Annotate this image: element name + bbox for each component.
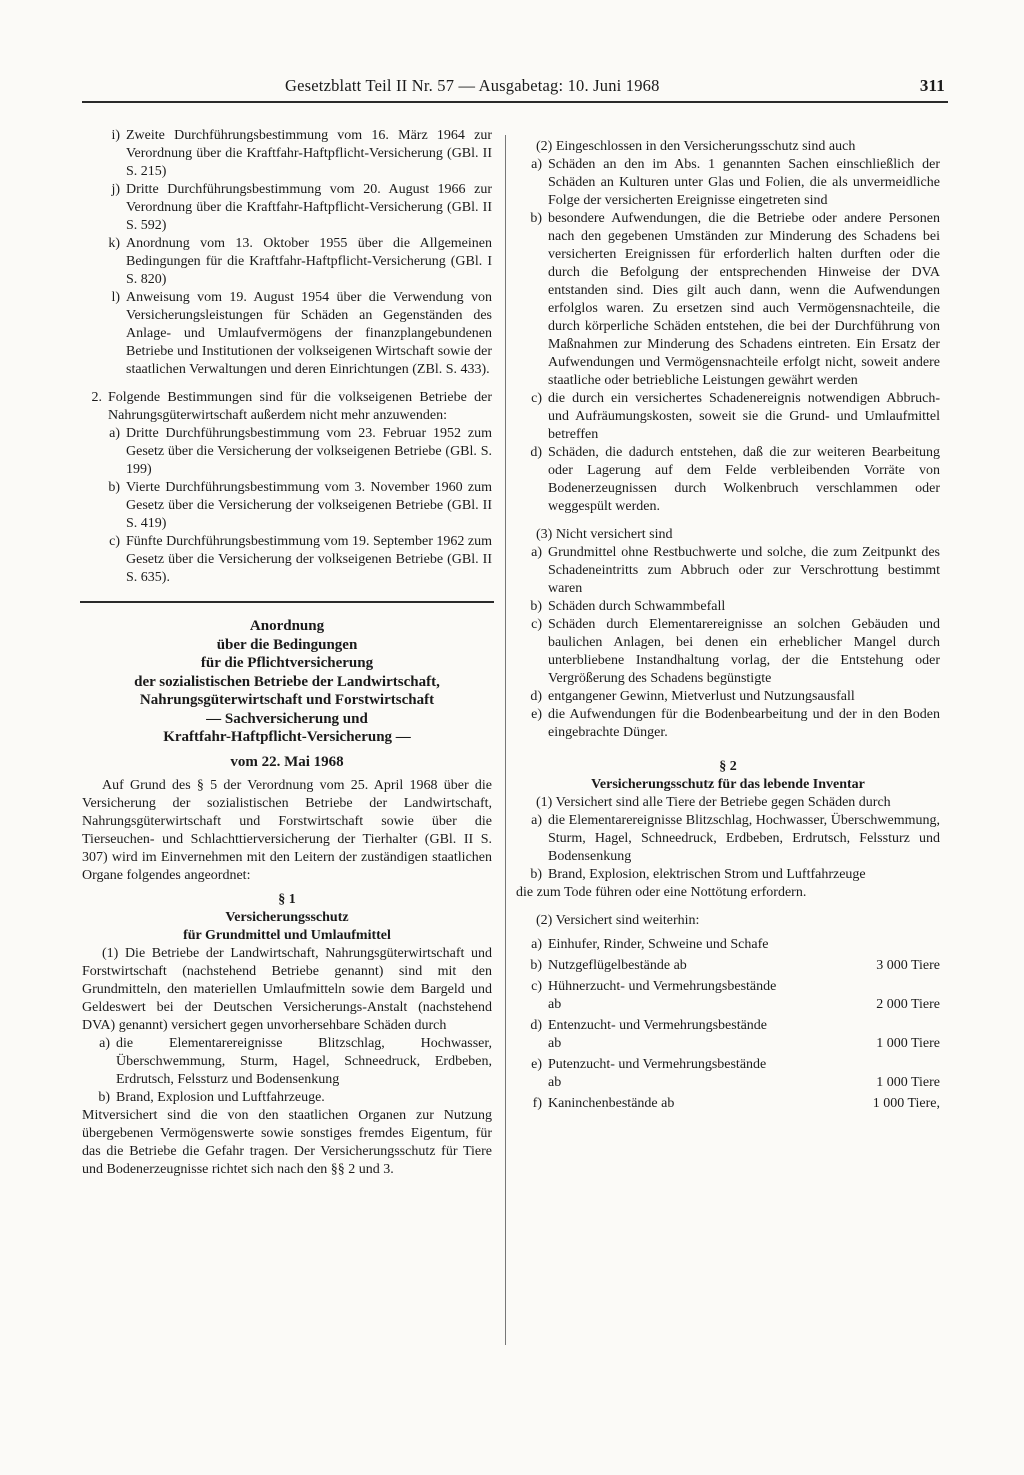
item-label: d) <box>530 445 542 460</box>
list-item <box>102 235 492 289</box>
title-line: — Sachversicherung und <box>206 710 368 727</box>
title-line: über die Bedingungen <box>216 636 358 653</box>
item-label: d) <box>530 1018 542 1033</box>
item-label: b) <box>530 599 542 614</box>
preamble: Auf Grund des § 5 der Verordnung vom 25. April 1968 über die Versicherung der sozialistischen Betriebe der Landwirtschaft, Nahrungsgüterwirtschaft und Forstwirtschaft sowie über die Tierseuchen- und Schlachttierversicherung der Tierhalter (GBl. II S. 307) wird im Einvernehmen mit den Leitern der zuständigen staatlichen Organe folgendes angeordnet: <box>82 778 492 883</box>
left-column <box>82 127 492 1179</box>
section-1-paragraph-2: Mitversichert sind die von den staatlichen Organen zur Nutzung übergebenen Vermögenswerte sowie sonstiges fremdes Eigentum, für das die Betriebe die Gefahr tragen. Der Versicherungsschutz für Tiere und Bodenerzeugnisse richtet sich nach den §§ 2 und 3. <box>82 1108 492 1177</box>
item-text: Brand, Explosion, elektrischen Strom und Luftfahrzeuge <box>548 867 866 882</box>
item-amount: 1 000 Tiere, <box>872 1096 940 1111</box>
item-text: die Elementarereignisse Blitzschlag, Hochwasser, Überschwemmung, Sturm, Hagel, Schneedruck, Erdbeben, Erdrutsch, Felssturz und Bodensenkung <box>548 813 940 864</box>
item-label: l) <box>111 290 120 305</box>
list-item <box>102 425 492 479</box>
item-text: Brand, Explosion und Luftfahrzeuge. <box>116 1090 325 1105</box>
list-item <box>82 1035 492 1089</box>
list-item <box>516 688 940 706</box>
item-amount: 1 000 Tiere <box>876 1075 940 1090</box>
item-label: a) <box>531 157 542 172</box>
section-1-number: § 1 <box>278 892 296 907</box>
item-text: die Aufwendungen für die Bodenbearbeitung und der in den Boden eingebrachte Dünger. <box>548 707 940 740</box>
list-item <box>82 1089 492 1107</box>
item-label: a) <box>531 813 542 828</box>
list-item <box>516 812 940 866</box>
item-label: a) <box>531 937 542 952</box>
paragraph-3-list <box>516 544 940 742</box>
item-text: Putenzucht- und Vermehrungsbestände ab <box>548 1057 767 1090</box>
item-amount: 3 000 Tiere <box>876 958 940 973</box>
item-amount: 2 000 Tiere <box>876 997 940 1012</box>
item-label: k) <box>108 236 120 251</box>
item-text: die durch ein versichertes Schadenereignis notwendigen Abbruch- und Aufräumungskosten, soweit sie die Grund- und Umlaufmittel betreffen <box>548 391 940 442</box>
list-item <box>516 544 940 598</box>
section-1-title: Versicherungsschutz <box>225 910 349 925</box>
list-item <box>516 866 940 884</box>
item-label: b) <box>530 958 542 973</box>
list-item <box>516 1056 940 1092</box>
item-label: c) <box>531 979 542 994</box>
decree-title <box>82 617 492 771</box>
section-1-paragraph-1: (1) Die Betriebe der Landwirtschaft, Nahrungsgüterwirtschaft und Forstwirtschaft (nachstehend Betriebe genannt) sind mit den Grundmitteln, den materiellen Umlaufmitteln sowie dem Bargeld und Geldeswert bei der Deutschen Versicherungs-Anstalt (nachstehend DVA) genannt) versichert gegen unvorhersehbare Schäden durch <box>82 946 492 1033</box>
item-text: Schäden durch Elementarereignisse an solchen Gebäuden und baulichen Anlagen, bei denen ein erheblicher Mangel durch unterbliebene Instandhaltung vorlag, der die Entstehung oder Vergrößerung des Schadens begünstigte <box>548 617 940 686</box>
item-text: Schäden durch Schwammbefall <box>548 599 726 614</box>
section-2-number: § 2 <box>719 759 737 774</box>
section-2-continuation: die zum Tode führen oder eine Nottötung erfordern. <box>516 885 807 900</box>
item-amount: 1 000 Tiere <box>876 1036 940 1051</box>
item-text: Dritte Durchführungsbestimmung vom 23. Februar 1952 zum Gesetz über die Versicherung der volkseigenen Betriebe (GBl. S. 199) <box>126 426 492 477</box>
list-item <box>516 390 940 444</box>
list-item <box>516 598 940 616</box>
item-text: Kaninchenbestände ab <box>548 1096 675 1111</box>
point-2 <box>82 389 492 425</box>
paragraph-2-list <box>516 156 940 516</box>
item-label: b) <box>98 1090 110 1105</box>
item-label: c) <box>531 391 542 406</box>
item-label: b) <box>530 867 542 882</box>
paragraph-2-intro: (2) Eingeschlossen in den Versicherungsschutz sind auch <box>536 139 856 154</box>
repealed-list-1 <box>82 127 492 379</box>
item-label: b) <box>108 480 120 495</box>
list-item <box>102 533 492 587</box>
list-item <box>516 444 940 516</box>
list-item <box>102 181 492 235</box>
item-text: Schäden, die dadurch entstehen, daß die zur weiteren Bearbeitung oder Lagerung auf dem Felde verbleibenden Vorräte von Bodenerzeugnissen durch Wolkenbruch verschlammen oder weggespült werden. <box>548 445 940 514</box>
item-text: Anordnung vom 13. Oktober 1955 über die Allgemeinen Bedingungen für die Kraftfahr-Haftpflicht-Versicherung (GBl. I S. 820) <box>126 236 492 287</box>
section-2-paragraph-1: (1) Versichert sind alle Tiere der Betriebe gegen Schäden durch <box>536 795 891 810</box>
item-label: d) <box>530 689 542 704</box>
decree-date: vom 22. Mai 1968 <box>230 753 344 770</box>
section-2-list-1 <box>516 812 940 884</box>
item-text: Folgende Bestimmungen sind für die volkseigenen Betriebe der Nahrungsgüterwirtschaft außerdem nicht mehr anzuwenden: <box>108 390 492 423</box>
section-1-title: für Grundmittel und Umlaufmittel <box>183 928 391 943</box>
list-item <box>102 289 492 379</box>
item-label: 2. <box>91 390 102 405</box>
item-label: e) <box>531 707 542 722</box>
header-rule <box>82 101 948 103</box>
item-text: Vierte Durchführungsbestimmung vom 3. November 1960 zum Gesetz über die Versicherung der volkseigenen Betriebe (GBl. II S. 419) <box>126 480 492 531</box>
running-title: Gesetzblatt Teil II Nr. 57 — Ausgabetag: 10. Juni 1968 <box>285 76 660 95</box>
list-item <box>516 616 940 688</box>
item-text: Hühnerzucht- und Vermehrungsbestände ab <box>548 979 777 1012</box>
item-text: Schäden an den im Abs. 1 genannten Sachen einschließlich der Schäden an Kulturen unter Glas und Folien, die als unvermeidliche Folge der versicherten Ereignisse eingetreten sind <box>548 157 940 208</box>
repealed-list-2 <box>82 425 492 587</box>
item-text: Entenzucht- und Vermehrungsbestände ab <box>548 1018 768 1051</box>
list-item <box>516 936 940 954</box>
list-item <box>102 127 492 181</box>
item-text: entgangener Gewinn, Mietverlust und Nutzungsausfall <box>548 689 855 704</box>
title-line: der sozialistischen Betriebe der Landwirtschaft, <box>134 673 440 690</box>
item-text: Fünfte Durchführungsbestimmung vom 19. September 1962 zum Gesetz über die Versicherung der volkseigenen Betriebe (GBl. II S. 635). <box>126 534 492 585</box>
title-line: Anordnung <box>249 618 325 634</box>
item-label: j) <box>111 182 120 197</box>
item-text: Dritte Durchführungsbestimmung vom 20. August 1966 zur Verordnung über die Kraftfahr-Haftpflicht-Versicherung (GBl. II S. 592) <box>126 182 492 233</box>
list-item <box>516 978 940 1014</box>
title-line: Kraftfahr-Haftpflicht-Versicherung — <box>163 729 411 745</box>
list-item <box>516 706 940 742</box>
item-text: Einhufer, Rinder, Schweine und Schafe <box>548 937 769 952</box>
item-label: b) <box>530 211 542 226</box>
section-2-paragraph-2: (2) Versichert sind weiterhin: <box>536 913 700 928</box>
list-item <box>516 1017 940 1053</box>
item-label: e) <box>531 1057 542 1072</box>
item-text: besondere Aufwendungen, die die Betriebe oder andere Personen nach den gegebenen Umständen zur Minderung des Schadens bei versicherten Ereignissen für erforderlich halten durften oder die durch die Befolgung der entsprechenden Hinweise der DVA entstanden sind. Dies gilt auch dann, wenn die Aufwendungen erfolglos waren. Zu ersetzen sind auch Vermögensnachteile, die durch körperliche Schäden entstehen, die bei der Durchführung von Maßnahmen zur Minderung des Schadens eintreten. Ein Ersatz der Aufwendungen und Vermögensnachteile erfolgt nicht, soweit andere staatliche oder betriebliche Leistungen gewährt werden <box>548 211 940 388</box>
item-text: Zweite Durchführungsbestimmung vom 16. März 1964 zur Verordnung über die Kraftfahr-Haftpflicht-Versicherung (GBl. II S. 215) <box>126 128 492 179</box>
running-header <box>285 76 945 96</box>
title-line: Nahrungsgüterwirtschaft und Forstwirtschaft <box>139 692 435 708</box>
list-item <box>516 1095 940 1113</box>
right-column <box>516 138 940 1116</box>
item-label: a) <box>99 1036 110 1051</box>
list-item <box>516 156 940 210</box>
item-label: c) <box>109 534 120 549</box>
list-item <box>102 479 492 533</box>
title-line: für die Pflichtversicherung <box>200 655 374 671</box>
section-2-list-2 <box>516 936 940 1113</box>
item-label: a) <box>109 426 120 441</box>
item-text: Anweisung vom 19. August 1954 über die Verwendung von Versicherungsleistungen für Schäden an Gegenständen des Anlage- und Umlaufvermögens der finanzplangebundenen Betriebe und Institutionen der volkseigenen Wirtschaft sowie der staatlichen Verwaltungen und deren Einrichtungen (ZBl. S. 433). <box>126 290 492 377</box>
list-item <box>516 957 940 975</box>
section-2-title: Versicherungsschutz für das lebende Inventar <box>591 777 865 792</box>
page-number: 311 <box>919 76 945 95</box>
item-label: a) <box>531 545 542 560</box>
item-text: die Elementarereignisse Blitzschlag, Hochwasser, Überschwemmung, Sturm, Hagel, Schneedruck, Erdbeben, Erdrutsch, Felssturz und Bodensenkung <box>116 1036 492 1087</box>
item-label: c) <box>531 617 542 632</box>
section-1-list <box>82 1035 492 1107</box>
paragraph-3-intro: (3) Nicht versichert sind <box>536 527 673 542</box>
section-rule <box>80 601 494 603</box>
item-label: i) <box>111 128 120 143</box>
item-text: Nutzgeflügelbestände ab <box>548 958 687 973</box>
item-text: Grundmittel ohne Restbuchwerte und solche, die zum Zeitpunkt des Schadeneintritts zum Abbruch oder zur Verschrottung bestimmt waren <box>548 545 940 596</box>
column-divider <box>505 135 506 1345</box>
list-item <box>516 210 940 390</box>
item-label: f) <box>532 1096 542 1111</box>
